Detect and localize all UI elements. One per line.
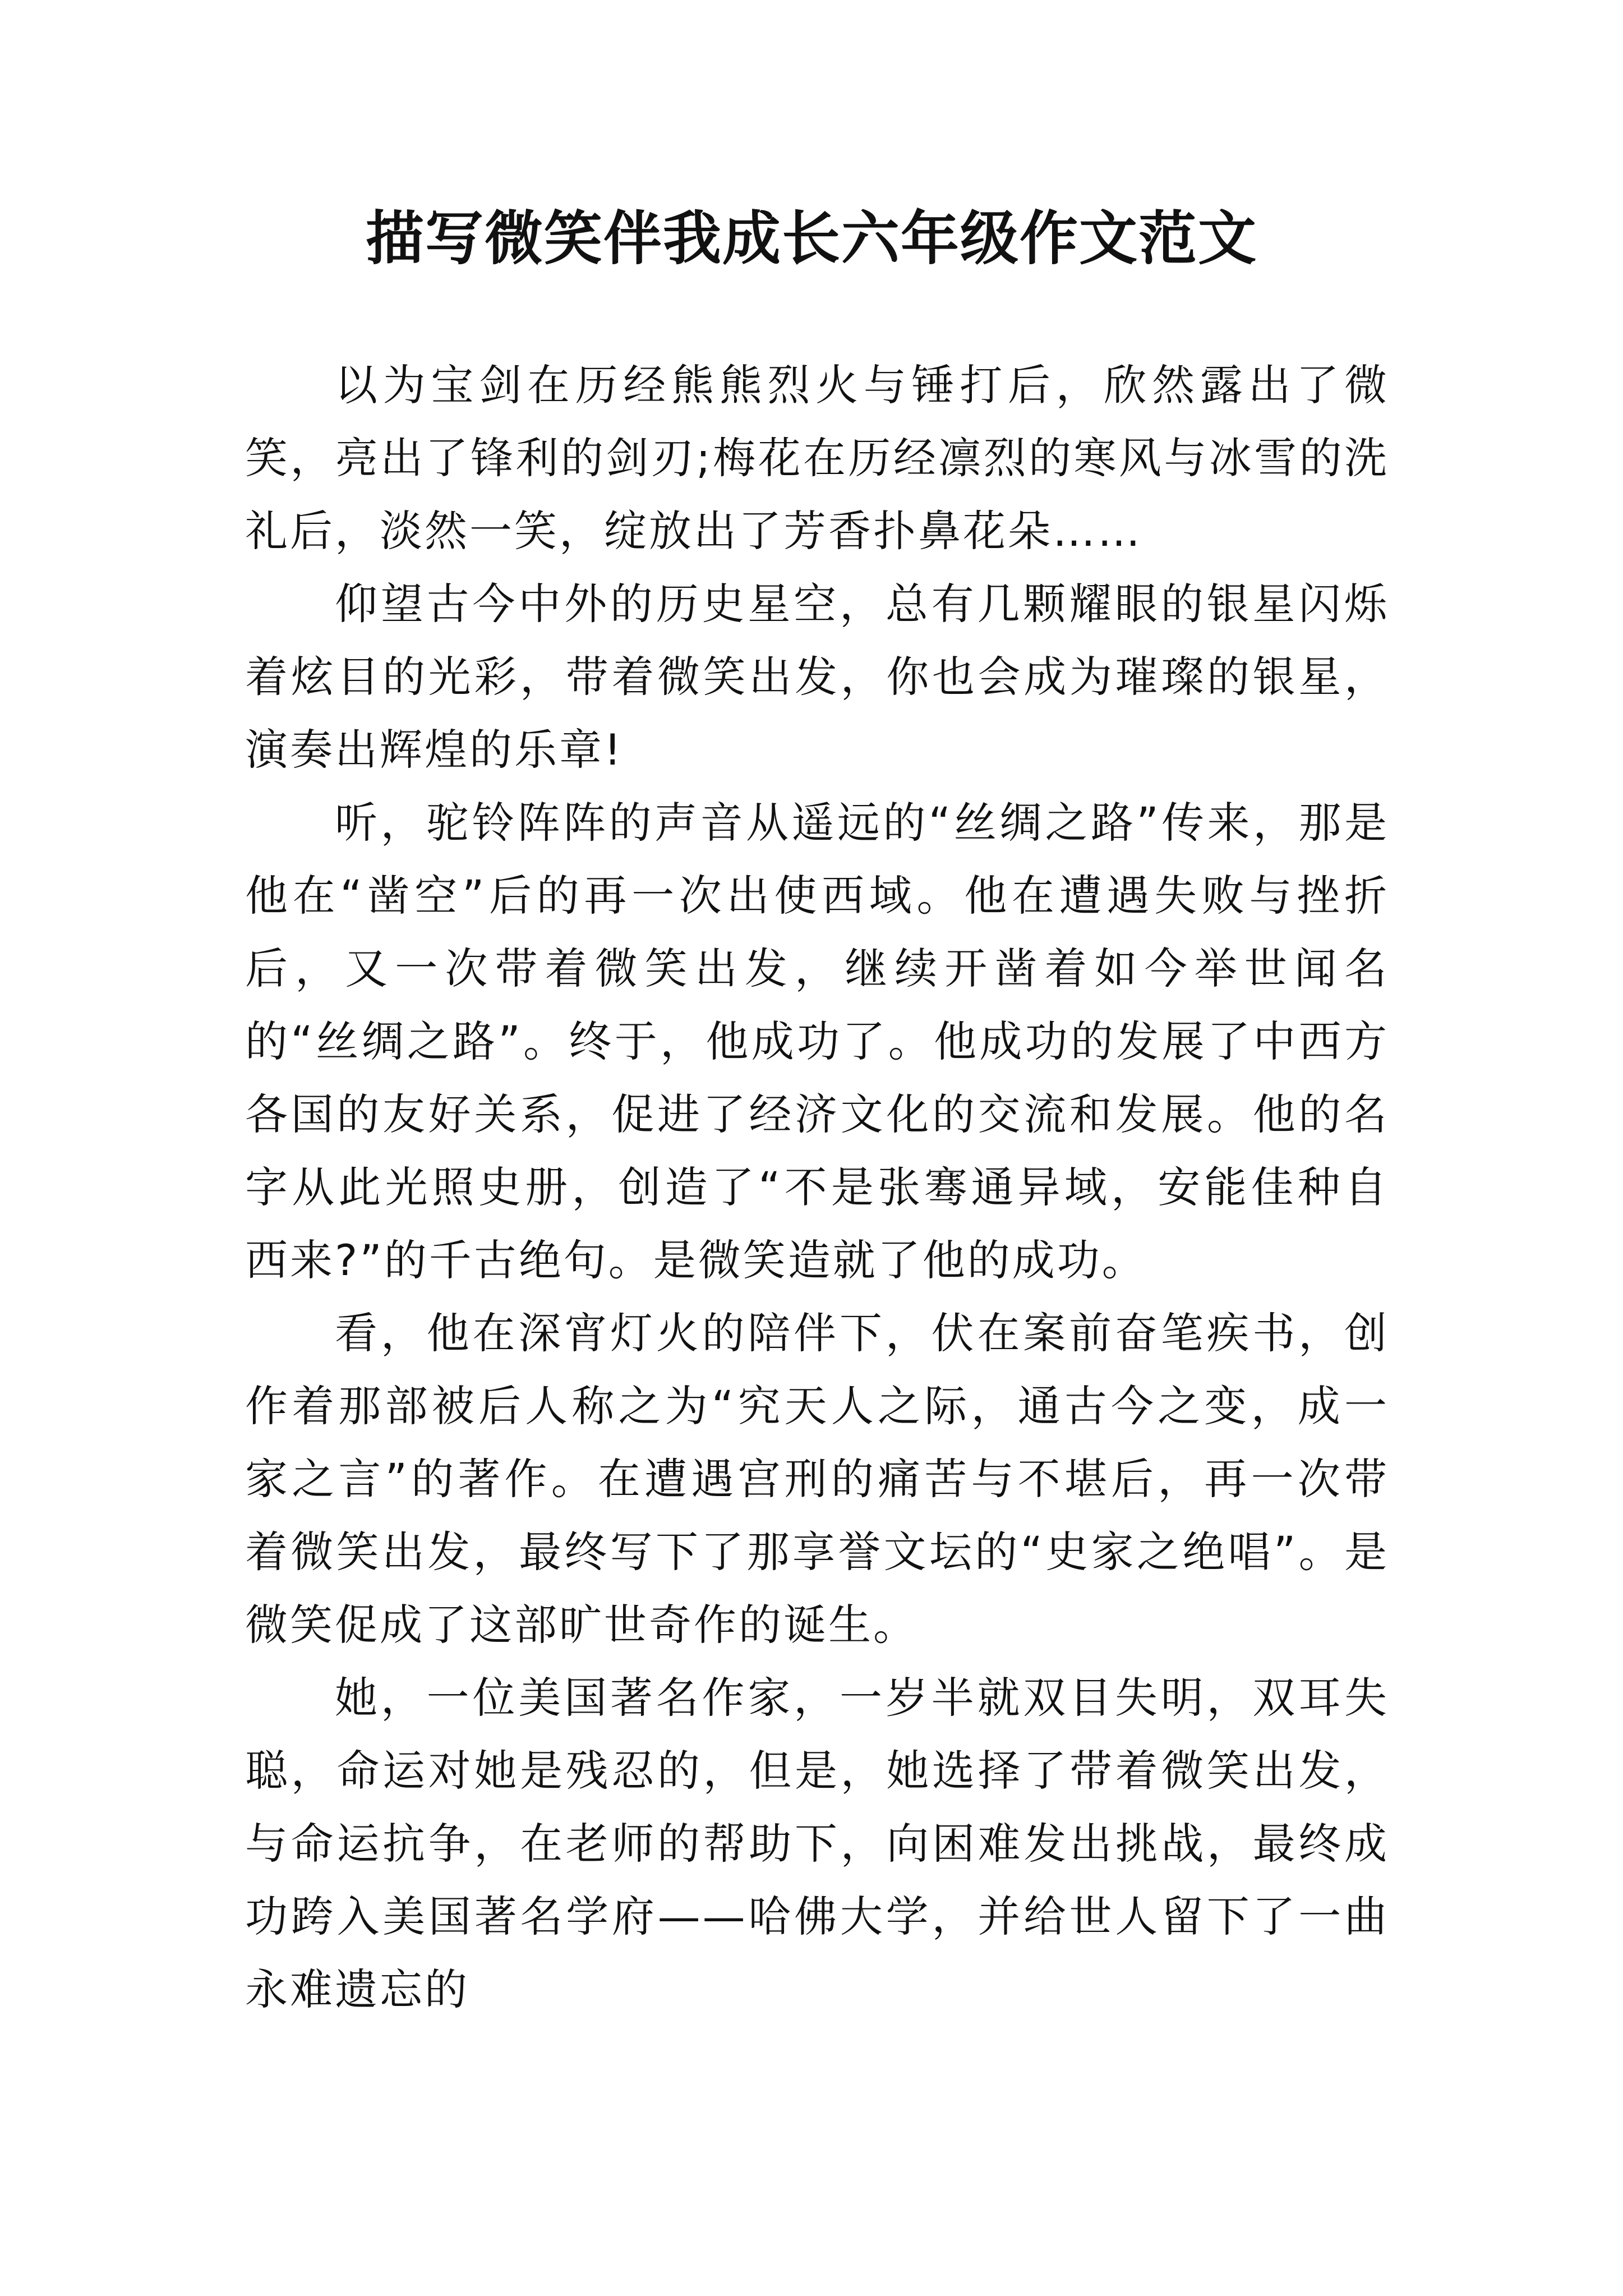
document-title: 描写微笑伴我成长六年级作文范文 <box>365 204 1257 273</box>
document-body <box>245 349 1389 2026</box>
paragraph-4: 看，他在深宵灯火的陪伴下，伏在案前奋笔疾书，创作着那部被后人称之为“究天人之际，通古今之变，成一家之言”的著作。在遭遇宫刑的痛苦与不堪后，再一次带着微笑出发，最终写下了那享誉文坛的“史家之绝唱”。是微笑促成了这部旷世奇作的诞生。 <box>245 1308 1389 1650</box>
paragraph-1: 以为宝剑在历经熊熊烈火与锤打后，欣然露出了微笑，亮出了锋利的剑刃;梅花在历经凛烈的寒风与冰雪的洗礼后，淡然一笑，绽放出了芳香扑鼻花朵…… <box>245 360 1389 556</box>
paragraph-5: 她，一位美国著名作家，一岁半就双目失明，双耳失聪，命运对她是残忍的，但是，她选择了带着微笑出发，与命运抗争，在老师的帮助下，向困难发出挑战，最终成功跨入美国著名学府——哈佛大学，并给世人留下了一曲永难遗忘的 <box>245 1673 1389 2014</box>
paragraph-3: 听，驼铃阵阵的声音从遥远的“丝绸之路”传来，那是他在“凿空”后的再一次出使西域。他在遭遇失败与挫折后，又一次带着微笑出发，继续开凿着如今举世闻名的“丝绸之路”。终于，他成功了。他成功的发展了中西方各国的友好关系，促进了经济文化的交流和发展。他的名字从此光照史册，创造了“不是张骞通异域，安能佳种自西来?”的千古绝句。是微笑造就了他的成功。 <box>245 798 1389 1285</box>
paragraph-2: 仰望古今中外的历史星空，总有几颗耀眼的银星闪烁着炫目的光彩，带着微笑出发，你也会成为璀璨的银星，演奏出辉煌的乐章! <box>245 579 1389 775</box>
